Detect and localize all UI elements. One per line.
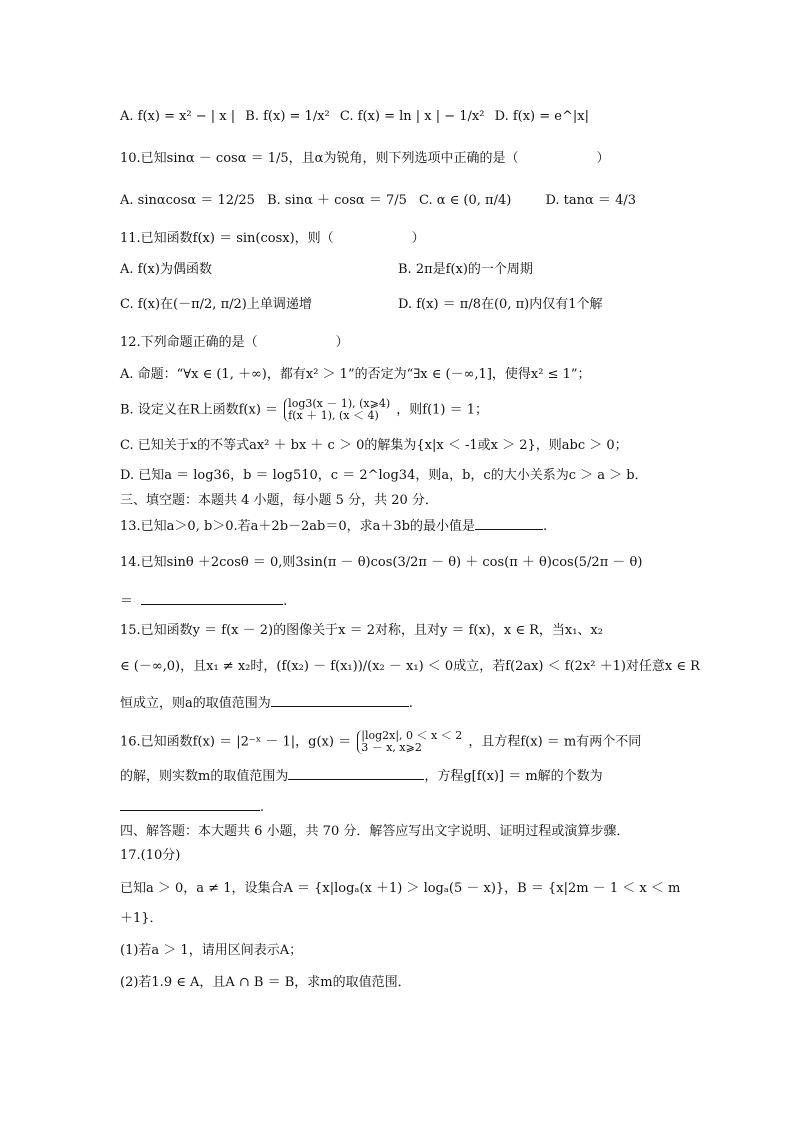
q10-option-d: D. tanα ＝ 4/3 [545, 193, 636, 208]
q12-option-b-cases [284, 398, 390, 422]
q15-line-2: ∈ (－∞,0)，且x₁ ≠ x₂时，(f(x₂) － f(x₁))/(x₂ － x₁) ＜ 0成立，若f(2ax) ＜ f(2x² ＋1)对任意x ∈ R [120, 659, 700, 674]
section-3-heading: 三、填空题：本题共 4 小题，每小题 5 分，共 20 分． [120, 493, 438, 508]
q15-line-1: 15.已知函数y ＝ f(x － 2)的图像关于x ＝ 2对称，且对y ＝ f(x)，x ∈ R，当x₁、x₂ [120, 623, 603, 638]
q16-line-3: . [120, 798, 694, 817]
q13: 13.已知a＞0, b＞0.若a＋2b－2ab＝0，求a＋3b的最小值是 . [120, 519, 548, 534]
q16-answer-blank-2 [120, 798, 260, 811]
q9-option-d: D. f(x) = e^|x| [494, 109, 589, 124]
q12-option-b-case-2: f(x ＋ 1), (x ＜ 4) [288, 409, 379, 422]
q11-row1 [120, 261, 694, 279]
q12-option-d: D. 已知a ＝ log36，b ＝ log510，c ＝ 2^log34，则a，b，c的大小关系为c ＞ a ＞ b． [120, 468, 648, 483]
q14-line-2: ＝ . [120, 594, 288, 609]
q16-line-2b: ，方程g[f(x)] ＝ m解的个数为 [424, 769, 603, 784]
q13-text: 13.已知a＞0, b＞0.若a＋2b－2ab＝0，求a＋3b的最小值是 [120, 519, 475, 534]
q16-case-1: |log2x|, 0 ＜ x ＜ 2 [361, 729, 463, 742]
q14-equals: ＝ [120, 594, 134, 609]
q16-cases [357, 730, 462, 754]
q9-options [120, 108, 694, 126]
q16-case-2: 3 － x, x⩾2 [361, 741, 422, 754]
q13-answer-blank [475, 517, 543, 530]
q16-prefix: 16.已知函数f(x) ＝ |2⁻ˣ － 1|，g(x) ＝ [120, 734, 352, 750]
q11-row2 [120, 296, 694, 314]
q12-option-b [120, 398, 694, 422]
q10-option-b: B. sinα ＋ cosα ＝ 7/5 [267, 193, 407, 208]
q9-option-a: A. f(x) = x² − | x | [120, 109, 236, 124]
q12-option-c: C. 已知关于x的不等式ax² ＋ bx ＋ c ＞ 0的解集为{x|x ＜ -1或x ＞ 2}，则abc ＞ 0； [120, 438, 628, 453]
q17-part-2: (2)若1.9 ∈ A，且A ∩ B ＝ B，求m的取值范围． [120, 975, 411, 990]
q15-answer-blank [271, 694, 409, 707]
q12-stem: 12.下列命题正确的是（ ） [120, 335, 349, 350]
q11-option-b: B. 2π是f(x)的一个周期 [398, 262, 533, 277]
q16-line-2a: 的解，则实数m的取值范围为 [120, 769, 289, 784]
q10-stem: 10.已知sinα － cosα ＝ 1/5，且α为锐角，则下列选项中正确的是（ ） [120, 151, 610, 166]
q16-line-2 [120, 767, 694, 786]
q10-option-c: C. α ∈ (0, π/4) [419, 193, 512, 208]
q14-answer-blank [141, 592, 283, 605]
q9-option-b: B. f(x) = 1/x² [245, 109, 330, 124]
section-4-heading: 四、解答题：本大题共 6 小题，共 70 分．解答应写出文字说明、证明过程或演算步骤． [120, 824, 630, 839]
q12-option-b-suffix: ，则f(1) ＝ 1； [396, 402, 489, 418]
q16-suffix: ，且方程f(x) ＝ m有两个不同 [468, 734, 642, 750]
q11-stem: 11.已知函数f(x) ＝ sin(cosx)，则（ ） [120, 231, 425, 246]
q14-line-1: 14.已知sinθ ＋2cosθ ＝ 0,则3sin(π － θ)cos(3/2π － θ) ＋ cos(π ＋ θ)cos(5/2π － θ) [120, 555, 643, 570]
q15-line-3: 恒成立，则a的取值范围为 . [120, 696, 413, 711]
q15-line-3-text: 恒成立，则a的取值范围为 [120, 696, 271, 711]
q16-answer-blank-1 [288, 767, 424, 780]
q11-option-a: A. f(x)为偶函数 [120, 262, 212, 277]
q11-option-c: C. f(x)在(－π/2, π/2)上单调递增 [120, 297, 312, 312]
q10-option-a: A. sinαcosα ＝ 12/25 [120, 193, 255, 208]
q17-part-1: (1)若a ＞ 1，请用区间表示A； [120, 943, 303, 958]
q12-option-a: A. 命题：“∀x ∈ (1, ＋∞)，都有x² ＞ 1”的否定为“∃x ∈ (－∞,1]，使得x² ≤ 1”； [120, 367, 591, 382]
q16-line-1 [120, 730, 694, 754]
q12-option-b-case-1: log3(x － 1), (x⩾4) [288, 397, 391, 410]
q9-option-c: C. f(x) = ln | x | − 1/x² [339, 109, 485, 124]
q17-line-2: ＋1}． [120, 911, 163, 926]
q11-option-d: D. f(x) ＝ π/8在(0, π)内仅有1个解 [398, 297, 603, 312]
q17-line-1: 已知a ＞ 0，a ≠ 1，设集合A ＝ {x|logₐ(x ＋1) ＞ logₐ(5 － x)}，B ＝ {x|2m － 1 ＜ x ＜ m [120, 881, 681, 896]
q17-heading: 17.(10分) [120, 848, 181, 863]
q12-option-b-prefix: B. 设定义在R上函数f(x) ＝ [120, 402, 279, 418]
q10-options [120, 192, 694, 210]
